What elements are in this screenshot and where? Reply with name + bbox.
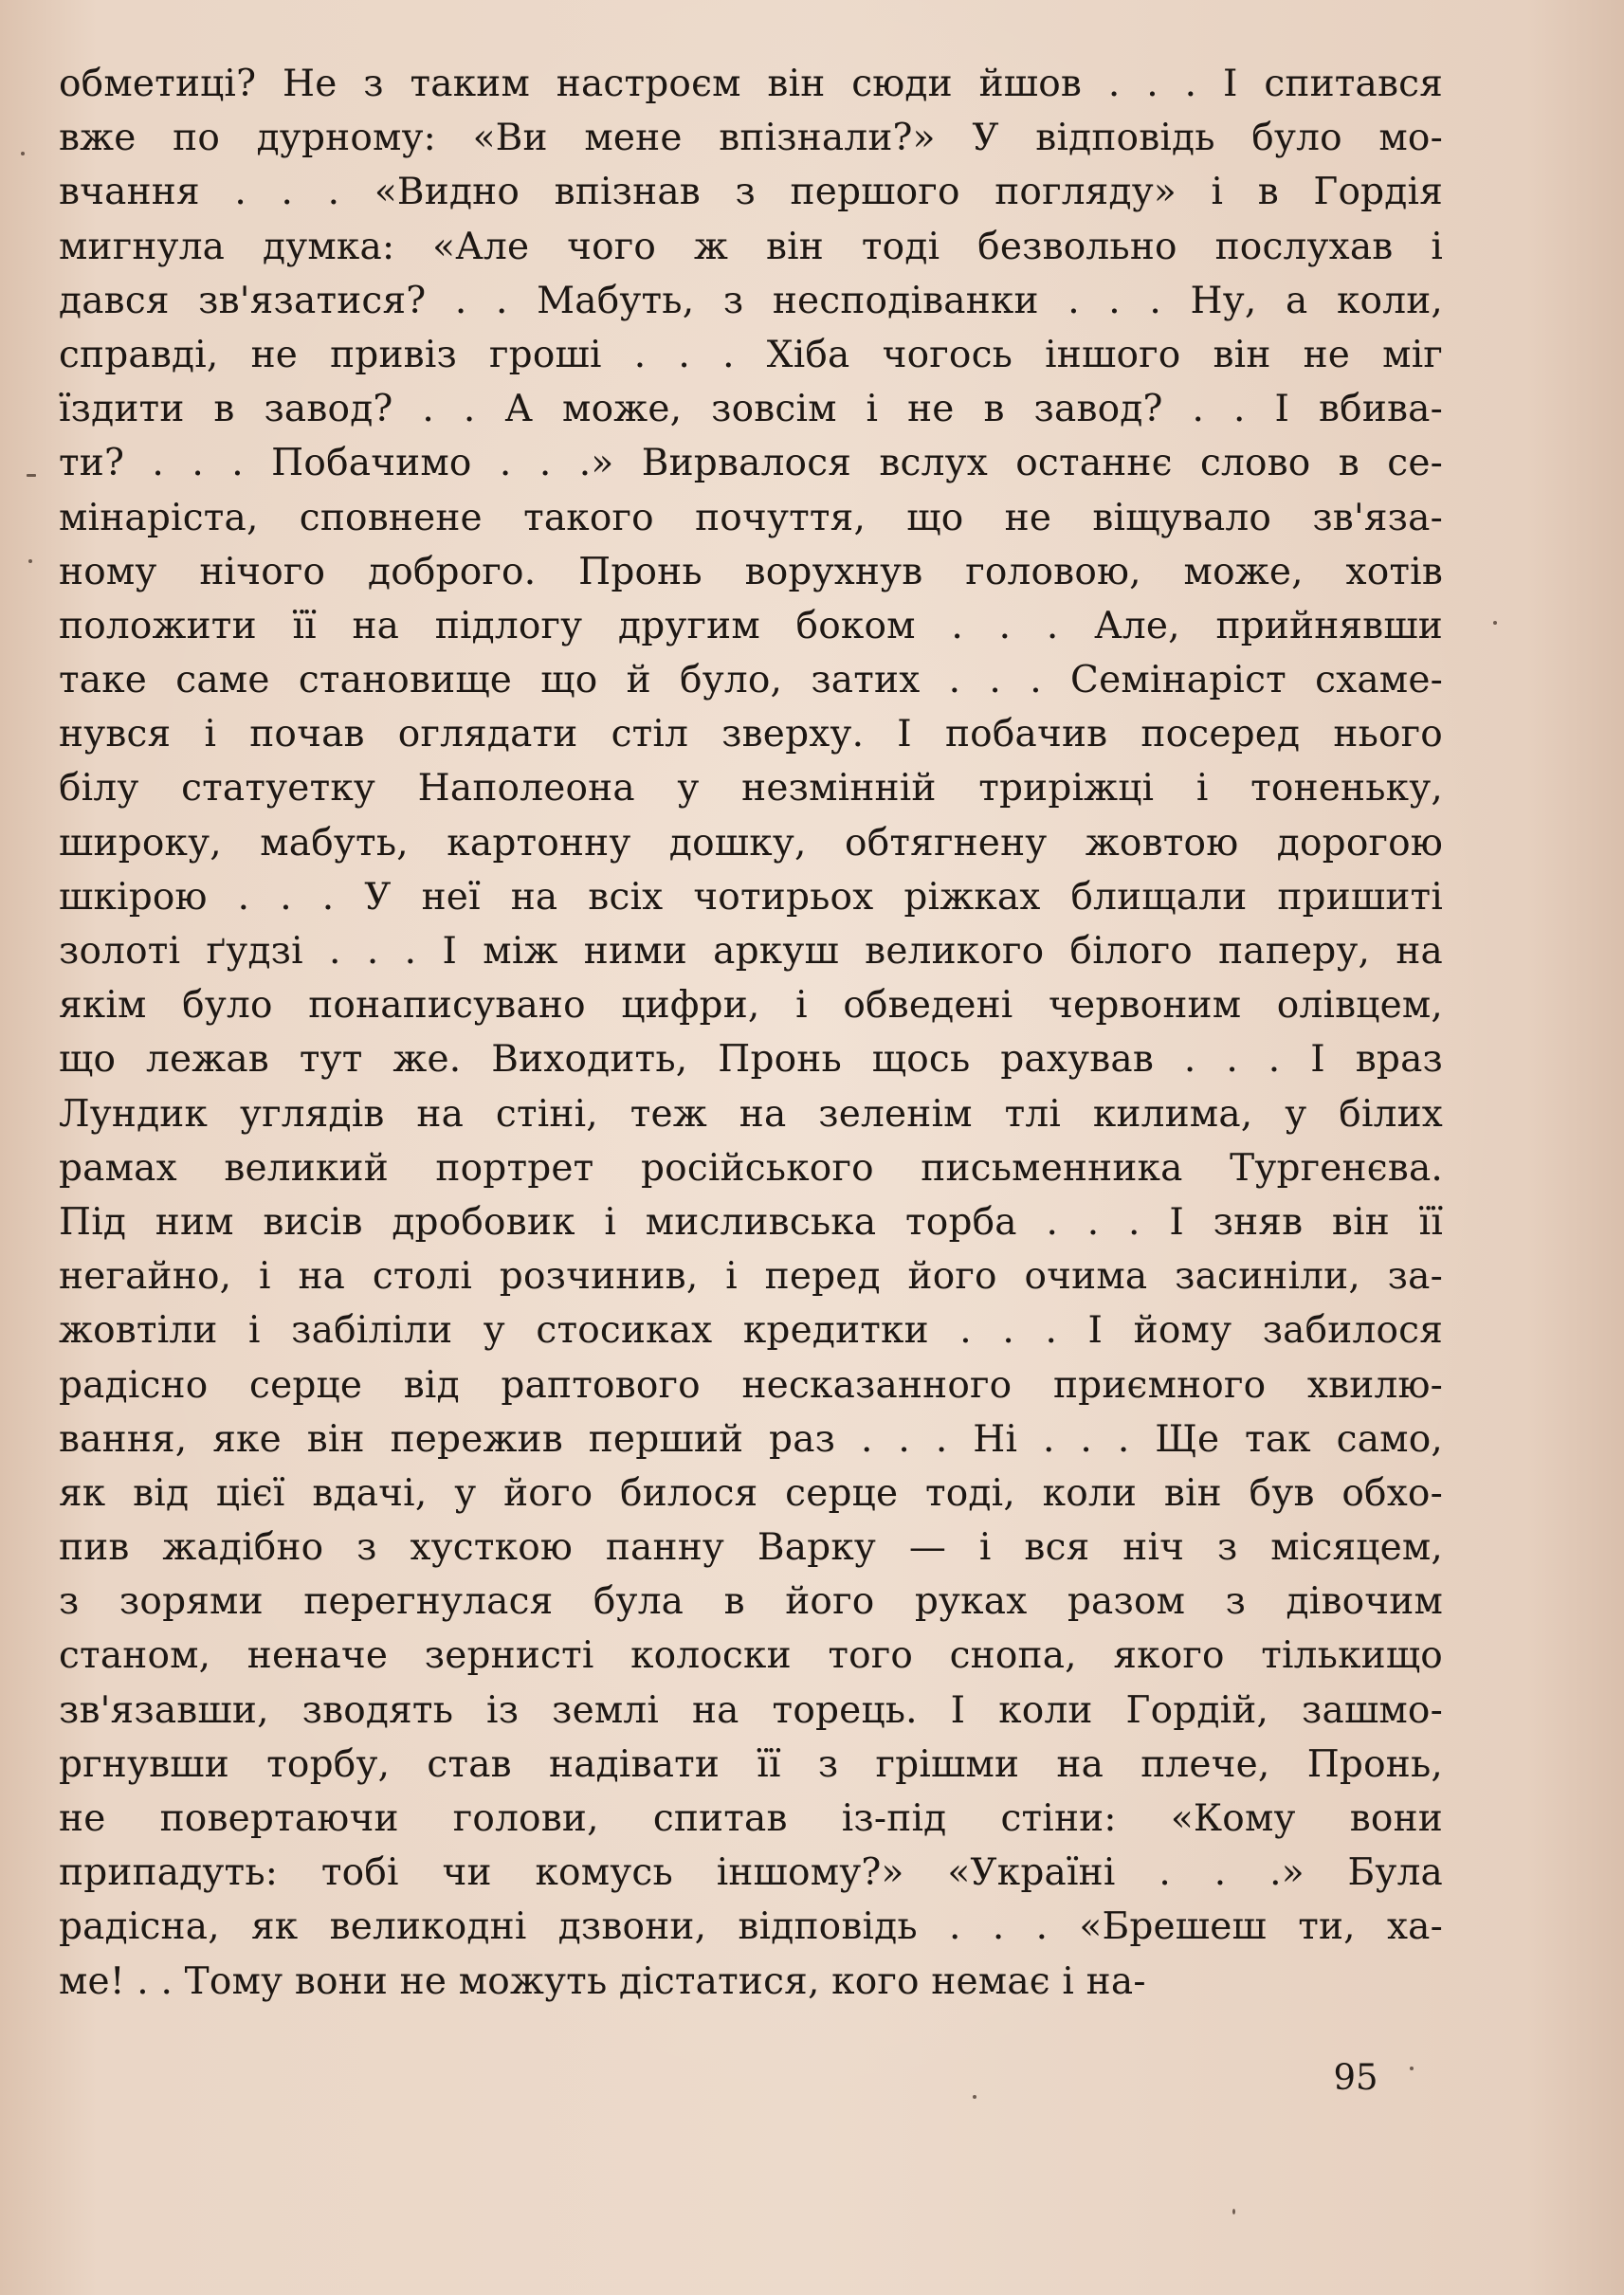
text-line: пив жадібно з хусткою панну Варку — і вся ніч з місяцем,	[59, 1526, 1443, 1570]
text-line: як від цієї вдачі, у його билося серце тоді, коли він був обхо-	[59, 1471, 1443, 1515]
text-line: обметиці? Не з таким настроєм він сюди йшов . . . І спитався	[59, 63, 1443, 105]
paper-speck	[1410, 2067, 1414, 2070]
paper-speck	[973, 2095, 976, 2099]
text-line: Лундик углядів на стіні, теж на зеленім тлі килима, у білих	[59, 1092, 1443, 1136]
text-line: припадуть: тобі чи комусь іншому?» «Україні . . .» Була	[59, 1851, 1443, 1895]
text-line: радісно серце від раптового несказанного приємного хвилю-	[59, 1363, 1443, 1407]
text-line: що лежав тут же. Виходить, Пронь щось рахував . . . І враз	[59, 1038, 1443, 1082]
paper-speck	[1493, 621, 1497, 625]
text-line: не повертаючи голови, спитав із-під стіни: «Кому вони	[59, 1797, 1443, 1840]
text-line: якім було понаписувано цифри, і обведені червоним олівцем,	[59, 984, 1443, 1028]
text-line: шкірою . . . У неї на всіх чотирьох ріжках блищали пришиті	[59, 875, 1443, 919]
text-line: мигнула думка: «Але чого ж він тоді безвольно послухав і	[59, 225, 1443, 268]
text-line: білу статуетку Наполеона у незмінній триріжці і тоненьку,	[59, 767, 1443, 811]
paper-speck	[28, 559, 32, 563]
text-line: ному нічого доброго. Пронь ворухнув головою, може, хотів	[59, 550, 1443, 593]
text-line: дався зв'язатися? . . Мабуть, з несподіванки . . . Ну, а коли,	[59, 279, 1443, 322]
text-line: жовтіли і забіліли у стосиках кредитки . . . І йому забилося	[59, 1309, 1443, 1353]
text-line: ти? . . . Побачимо . . .» Вирвалося вслух останнє слово в се-	[59, 442, 1443, 485]
paper-speck	[21, 152, 25, 155]
text-line: золоті ґудзі . . . І між ними аркуш великого білого паперу, на	[59, 930, 1443, 973]
text-line: нувся і почав оглядати стіл зверху. І побачив посеред нього	[59, 713, 1443, 756]
body-text	[59, 57, 1443, 2009]
text-line: зв'язавши, зводять із землі на торець. І коли Гордій, зашмо-	[59, 1688, 1443, 1732]
text-line: вже по дурному: «Ви мене впізнали?» У відповідь було мо-	[59, 117, 1443, 160]
text-line: вання, яке він пережив перший раз . . . Ні . . . Ще так само,	[59, 1417, 1443, 1461]
text-line: негайно, і на столі розчинив, і перед його очима засиніли, за-	[59, 1255, 1443, 1299]
text-line: справді, не привіз гроші . . . Хіба чогось іншого він не міг	[59, 333, 1443, 376]
text-line: таке саме становище що й було, затих . . . Семінаріст схаме-	[59, 659, 1443, 702]
text-line: положити її на підлогу другим боком . . . Але, прийнявши	[59, 604, 1443, 647]
paper-speck	[1232, 2209, 1235, 2214]
text-line: рамах великий портрет російського письменника Тургенєва.	[59, 1146, 1443, 1190]
text-line: радісна, як великодні дзвони, відповідь . . . «Брешеш ти, ха-	[59, 1905, 1443, 1949]
text-line: їздити в завод? . . А може, зовсім і не в завод? . . І вбива-	[59, 388, 1443, 431]
text-line: ме! . . Тому вони не можуть дістатися, кого немає і на-	[59, 1959, 1146, 2003]
text-line: Під ним висів дробовик і мисливська торба . . . І зняв він її	[59, 1200, 1443, 1244]
page-number: 95	[1333, 2057, 1378, 2098]
text-line: широку, мабуть, картонну дошку, обтягнену жовтою дорогою	[59, 821, 1443, 865]
paper-speck	[27, 474, 36, 477]
text-line: з зорями перегнулася була в його руках разом з дівочим	[59, 1580, 1443, 1624]
text-line: станом, неначе зернисті колоски того снопа, якого тількищо	[59, 1634, 1443, 1678]
text-line: вчання . . . «Видно впізнав з першого погляду» і в Гордія	[59, 171, 1443, 214]
text-line: ргнувши торбу, став надівати її з грішми на плече, Пронь,	[59, 1742, 1443, 1786]
text-line: мінаріста, сповнене такого почуття, що не віщувало зв'яза-	[59, 496, 1443, 539]
